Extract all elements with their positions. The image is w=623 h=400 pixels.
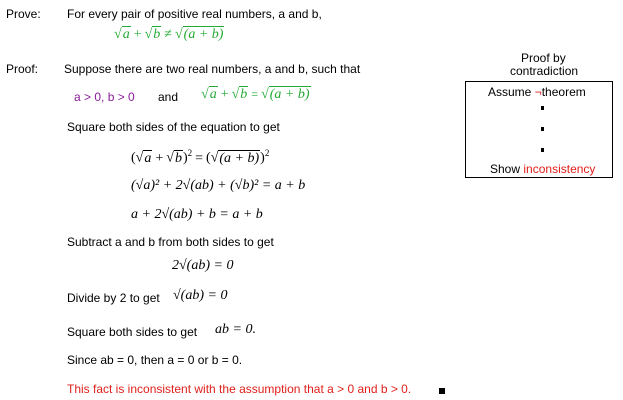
assumption-text: a > 0, b > 0 — [74, 90, 135, 104]
proof-label: Proof: — [6, 62, 39, 76]
ellipsis-dot-icon — [541, 148, 544, 152]
and-word: and — [158, 90, 179, 104]
inconsistency-word: inconsistency — [523, 162, 596, 176]
assumption-equation: √a + √b = √(a + b) — [201, 87, 310, 102]
suppose-text: Suppose there are two real numbers, a and b, such that — [64, 62, 361, 76]
equation-4: 2√(ab) = 0 — [172, 258, 234, 273]
radicand-a: a — [122, 27, 130, 42]
equation-2: (√a)² + 2√(ab) + (√b)² = a + b — [131, 178, 306, 193]
radicand-a: a — [209, 87, 217, 102]
ellipsis-dot-icon — [541, 106, 544, 110]
conclusion-text: This fact is inconsistent with the assumption that a > 0 and b > 0. — [67, 382, 412, 396]
negation-symbol: ¬ — [534, 85, 542, 99]
prove-formula: √a + √b ≠ √(a + b) — [114, 27, 224, 42]
show-line — [490, 162, 595, 176]
assume-word: Assume — [488, 85, 532, 99]
step-divide-text: Divide by 2 to get — [67, 291, 160, 305]
equation-1: $(√a + √b)^2 = (√(a + b))^2$ — [131, 148, 270, 166]
equals-sign: = — [251, 87, 259, 101]
ellipsis-dot-icon — [541, 127, 544, 131]
radicand-sum: (a + b) — [269, 87, 310, 102]
radicand-b: b — [240, 87, 248, 102]
prove-label: Prove: — [6, 7, 41, 21]
assume-line — [488, 85, 586, 99]
prove-statement: For every pair of positive real numbers, a and b, — [67, 7, 322, 21]
theorem-word: theorem — [541, 85, 586, 99]
show-word: Show — [490, 162, 521, 176]
eq1-radicand: (a + b) — [219, 150, 260, 166]
box-title-line1: Proof by — [521, 51, 566, 65]
since-text: Since ab = 0, then a = 0 or b = 0. — [67, 353, 243, 367]
equation-5: √(ab) = 0 — [173, 288, 228, 303]
qed-square-icon — [439, 388, 445, 394]
equation-6: ab = 0. — [215, 322, 256, 337]
step-subtract-text: Subtract a and b from both sides to get — [67, 235, 274, 249]
equation-3: a + 2√(ab) + b = a + b — [131, 207, 263, 222]
radicand-b: b — [153, 27, 161, 42]
radicand-sum: (a + b) — [183, 27, 224, 42]
step-square2-text: Square both sides to get — [67, 325, 198, 339]
box-title-line2: contradiction — [510, 64, 579, 78]
neq-symbol: ≠ — [164, 27, 172, 42]
contradiction-box — [465, 81, 613, 178]
step-square-text: Square both sides of the equation to get — [67, 120, 280, 134]
